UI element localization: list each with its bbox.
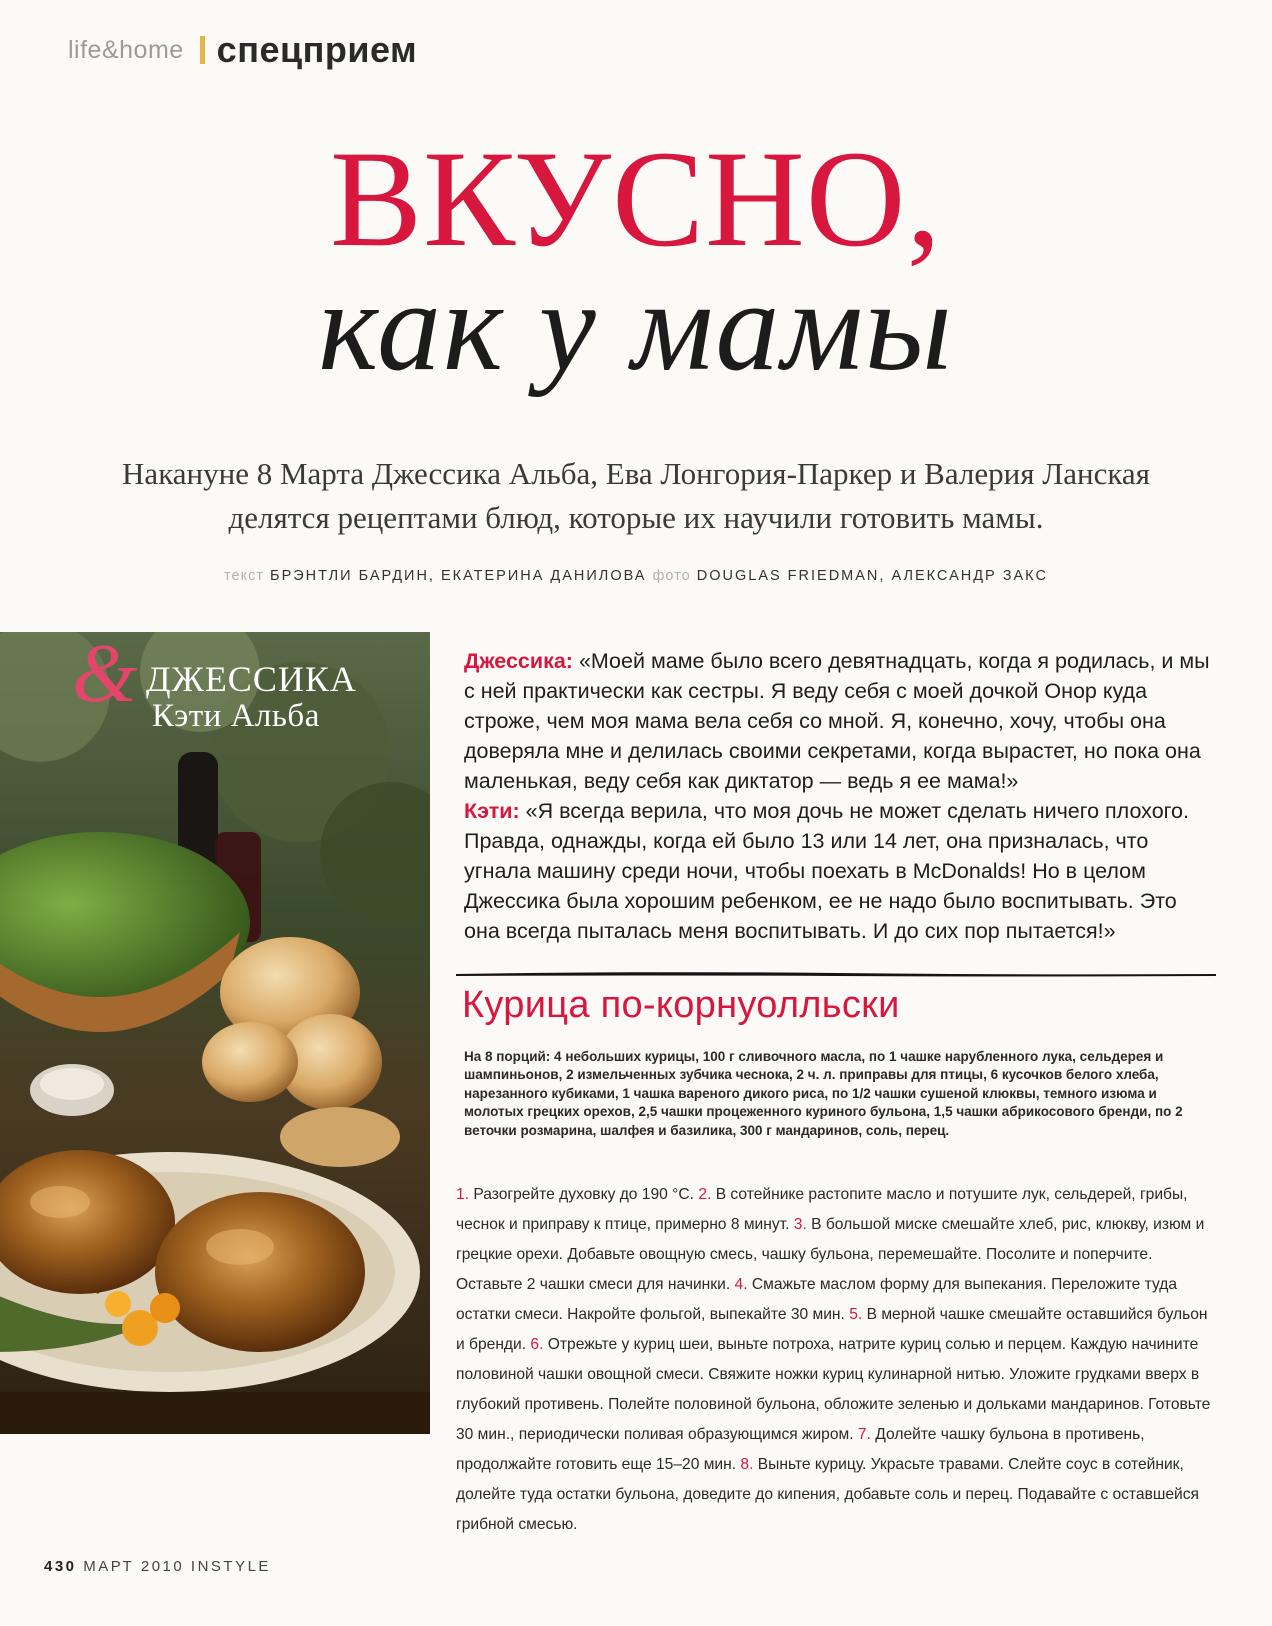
section-name: life&home — [68, 35, 184, 64]
photo-name-kathy: Кэти Альба — [152, 698, 320, 734]
recipe-ingredients: На 8 порций: 4 небольших курицы, 100 г сливочного масла, по 1 чашке нарубленного лука, сельдерея и шампиньонов, 2 измельченных зубчика чеснока, 2 ч. л. приправы для птицы, 6 кусочков белого хлеба, нарезанного кубиками, 1 чашка вареного дикого риса, по 1/2 чашки сушеной клюквы, темного изюма и молотых грецких орехов, 2,5 чашки процеженного куриного бульона, 1,5 чашки абрикосового бренди, по 2 веточки розмарина, шалфея и базилика, 300 г мандаринов, соль, перец. — [464, 1049, 1183, 1138]
step-5-text: В мерной чашке смешайте оставшийся бульон и бренди. — [456, 1306, 1208, 1353]
lede-paragraph: Накануне 8 Марта Джессика Альба, Ева Лонгория-Паркер и Валерия Ланская делятся рецептами блюд, которые их научили готовить мамы. — [122, 456, 1150, 535]
quote-jessica — [464, 646, 1212, 796]
byline — [0, 568, 1272, 584]
byline-photo-label: фото — [652, 568, 691, 584]
quote-kathy-text: «Я всегда верила, что моя дочь не может сделать ничего плохого. Правда, однажды, когда ей было 13 или 14 лет, она призналась, что угнала машину среди ночи, чтобы поехать в McDonalds! Но в целом Джессика была хорошим ребенком, ее не надо было воспитывать. Это она всегда пыталась меня воспитывать. И до сих пор пытается!» — [464, 799, 1189, 943]
page-number: 430 — [44, 1558, 77, 1575]
byline-text-label: текст — [224, 568, 265, 584]
speaker-jessica: Джессика: — [464, 649, 573, 673]
step-1-text: Разогрейте духовку до 190 °С. — [473, 1186, 694, 1203]
brush-divider — [456, 970, 1216, 978]
step-2-number: 2. — [698, 1186, 712, 1203]
step-3-number: 3. — [793, 1216, 807, 1233]
recipe-title: Курица по-корнуолльски — [462, 984, 900, 1026]
roast-chicken-2 — [155, 1192, 365, 1352]
step-8-number: 8. — [740, 1456, 754, 1473]
byline-text-authors: БРЭНТЛИ БАРДИН, ЕКАТЕРИНА ДАНИЛОВА — [270, 568, 647, 584]
step-7-number: 7. — [857, 1426, 871, 1443]
issue-line: МАРТ 2010 INSTYLE — [83, 1558, 271, 1575]
food-photo — [0, 627, 430, 1434]
step-5-number: 5. — [849, 1306, 863, 1323]
headline-line2: как у мамы — [318, 255, 954, 397]
ampersand: & — [72, 627, 138, 720]
speaker-kathy: Кэти: — [464, 799, 520, 823]
quote-kathy — [464, 796, 1212, 946]
step-3-text: В большой миске смешайте хлеб, рис, клюкву, изюм и грецкие орехи. Добавьте овощную смесь, чашку бульона, перемешайте. Посолите и поперчите. Оставьте 2 чашки смеси для начинки. — [456, 1216, 1205, 1293]
photo-name-jessica: ДЖЕССИКА — [146, 659, 357, 699]
folio — [44, 1558, 271, 1575]
quote-jessica-text: «Моей маме было всего девятнадцать, когда я родилась, и мы с ней практически как сестры. Я веду себя с моей дочкой Онор куда строже, чем моя мама вела себя со мной. Я, конечно, хочу, чтобы она доверяла мне и делилась своими секретами, когда вырастет, но пока она маленькая, веду себя как диктатор — ведь я ее мама!» — [464, 649, 1210, 793]
step-4-number: 4. — [734, 1276, 748, 1293]
step-6-text: Отрежьте у куриц шеи, выньте потроха, натрите куриц солью и перцем. Каждую начините половиной чашки овощной смеси. Свяжите ножки куриц кулинарной нитью. Уложите грудками вверх в глубокий противень. Полейте половиной бульона, обложите зеленью и дольками мандаринов. Готовьте 30 мин., периодически поливая образующимся жиром. — [456, 1336, 1211, 1443]
step-2-text: В сотейнике растопите масло и потушите лук, сельдерей, грибы, чеснок и приправу к птице, примерно 8 минут. — [456, 1186, 1188, 1233]
step-6-number: 6. — [530, 1336, 544, 1353]
headline-line1: ВКУСНО, — [330, 122, 942, 275]
step-7-text: Долейте чашку бульона в противень, продолжайте готовить еще 15–20 мин. — [456, 1426, 1145, 1473]
step-1-number: 1. — [456, 1186, 470, 1203]
rubric-name: спецприем — [216, 29, 418, 70]
step-1 — [456, 1186, 694, 1203]
food-photo-illustration — [0, 627, 430, 1434]
step-8-text: Выньте курицу. Украсьте травами. Слейте соус в сотейник, долейте туда остатки бульона, доведите до кипения, добавьте соль и перец. Подавайте с оставшейся грибной смесью. — [456, 1456, 1199, 1533]
step-4-text: Смажьте маслом форму для выпекания. Переложите туда остатки смеси. Накройте фольгой, выпекайте 30 мин. — [456, 1276, 1178, 1323]
interview — [464, 646, 1212, 946]
recipe-steps — [456, 1180, 1216, 1540]
section-rubric — [68, 28, 417, 72]
rubric-divider — [200, 36, 205, 64]
byline-photo-authors: DOUGLAS FRIEDMAN, АЛЕКСАНДР ЗАКС — [696, 568, 1048, 584]
